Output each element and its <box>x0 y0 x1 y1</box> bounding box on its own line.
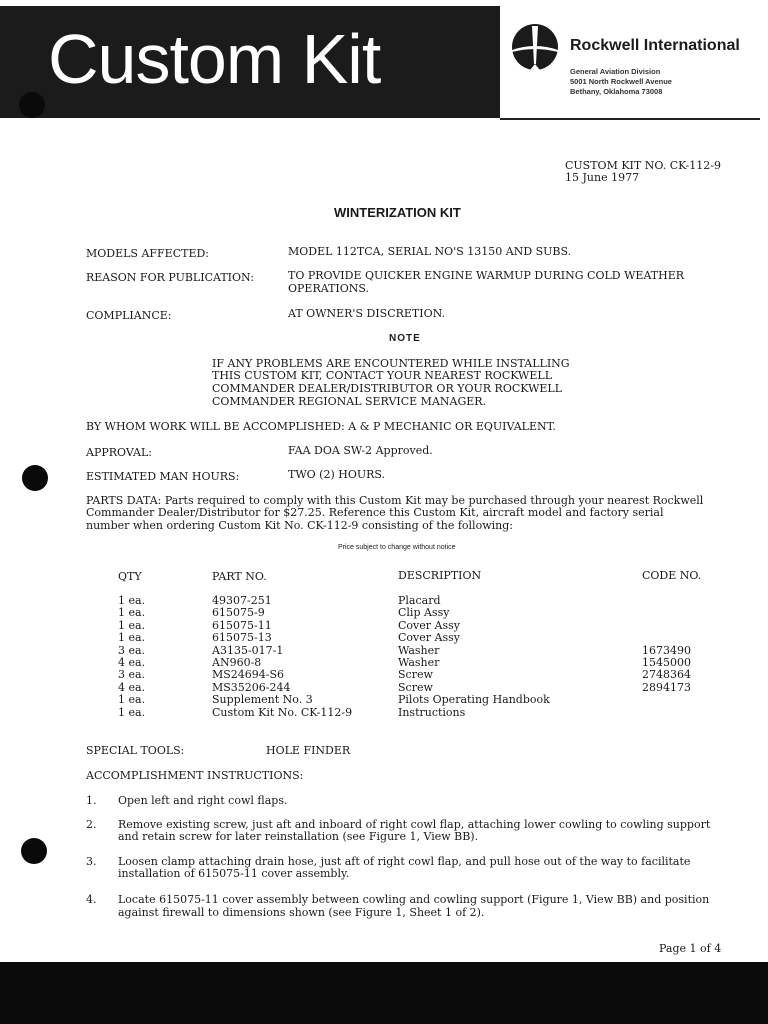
parts-cell-part: MS24694-S6 <box>212 668 285 682</box>
parts-cell-code: 2894173 <box>642 680 691 694</box>
step-text: against firewall to dimensions shown (see Figure 1, Sheet 1 of 2). <box>118 906 485 919</box>
whom-line: BY WHOM WORK WILL BE ACCOMPLISHED: A & P MECHANIC OR EQUIVALENT. <box>86 420 556 433</box>
step-number: 3. <box>86 855 97 868</box>
step-text: Open left and right cowl flaps. <box>118 794 288 807</box>
step-text: Remove existing screw, just aft and inboard of right cowl flap, attaching lower cowling to cowling support <box>118 818 711 831</box>
parts-cell-part: 615075-11 <box>212 618 272 632</box>
accomplishment-heading: ACCOMPLISHMENT INSTRUCTIONS: <box>86 769 304 782</box>
parts-cell-part: 49307-251 <box>212 594 272 607</box>
approval-label: APPROVAL: <box>86 446 153 459</box>
address-line: 5001 North Rockwell Avenue <box>570 77 672 86</box>
step-text: Loosen clamp attaching drain hose, just aft of right cowl flap, and pull hose out of the way to facilitate <box>118 855 691 868</box>
models-value: MODEL 112TCA, SERIAL NO'S 13150 AND SUBS. <box>288 245 572 258</box>
parts-cell-desc: Pilots Operating Handbook <box>398 693 550 707</box>
parts-cell-part: MS35206-244 <box>212 680 291 694</box>
parts-cell-part: Custom Kit No. CK-112-9 <box>212 705 353 719</box>
parts-cell-qty: 3 ea. <box>118 668 146 682</box>
special-tools-value: HOLE FINDER <box>266 744 351 757</box>
parts-cell-desc: Cover Assy <box>398 618 460 632</box>
parts-data-line: PARTS DATA: Parts required to comply with this Custom Kit may be purchased through your nearest Rockwell <box>86 494 704 507</box>
col-header-qty: QTY <box>118 570 142 583</box>
compliance-label: COMPLIANCE: <box>86 309 172 322</box>
parts-cell-part: AN960-8 <box>212 656 262 669</box>
note-line: IF ANY PROBLEMS ARE ENCOUNTERED WHILE INSTALLING <box>212 357 570 370</box>
parts-cell-qty: 1 ea. <box>118 631 146 645</box>
parts-cell-code: 2748364 <box>642 668 691 682</box>
parts-cell-desc: Placard <box>398 594 441 607</box>
parts-cell-code: 1673490 <box>642 643 691 657</box>
company-name: Rockwell International <box>570 37 740 54</box>
parts-cell-qty: 1 ea. <box>118 693 146 707</box>
parts-cell-desc: Cover Assy <box>398 631 460 645</box>
step-number: 4. <box>86 893 97 906</box>
parts-cell-qty: 3 ea. <box>118 643 146 657</box>
parts-cell-qty: 4 ea. <box>118 656 146 669</box>
document-brand-title: Custom Kit <box>48 20 381 98</box>
address-line: General Aviation Division <box>570 67 661 76</box>
rockwell-logo-icon <box>510 24 560 70</box>
reason-value: TO PROVIDE QUICKER ENGINE WARMUP DURING COLD WEATHER <box>288 269 685 282</box>
step-text: installation of 615075-11 cover assembly. <box>118 867 350 880</box>
punch-hole <box>22 465 48 491</box>
parts-cell-qty: 1 ea. <box>118 606 146 620</box>
parts-cell-qty: 1 ea. <box>118 594 146 607</box>
header-rule <box>500 118 760 120</box>
parts-cell-desc: Instructions <box>398 705 466 719</box>
parts-cell-desc: Washer <box>398 656 440 669</box>
parts-cell-part: Supplement No. 3 <box>212 693 313 707</box>
parts-data-line: number when ordering Custom Kit No. CK-112-9 consisting of the following: <box>86 519 513 532</box>
step-number: 2. <box>86 818 97 831</box>
document-title: WINTERIZATION KIT <box>334 205 461 220</box>
parts-cell-desc: Screw <box>398 680 433 694</box>
footer-band <box>0 962 768 1024</box>
parts-cell-qty: 1 ea. <box>118 705 146 719</box>
parts-cell-qty: 4 ea. <box>118 680 146 694</box>
note-line: THIS CUSTOM KIT, CONTACT YOUR NEAREST ROCKWELL <box>212 369 553 382</box>
note-heading: NOTE <box>389 333 421 344</box>
col-header-part: PART NO. <box>212 570 267 583</box>
punch-hole <box>21 838 47 864</box>
reason-value: OPERATIONS. <box>288 282 370 295</box>
hours-value: TWO (2) HOURS. <box>288 468 386 481</box>
step-text: Locate 615075-11 cover assembly between cowling and cowling support (Figure 1, View BB) and position <box>118 893 710 906</box>
step-number: 1. <box>86 794 97 807</box>
parts-cell-desc: Screw <box>398 668 433 682</box>
approval-value: FAA DOA SW-2 Approved. <box>288 444 433 457</box>
compliance-value: AT OWNER'S DISCRETION. <box>288 307 446 320</box>
price-note: Price subject to change without notice <box>338 544 456 551</box>
parts-cell-part: 615075-13 <box>212 631 272 645</box>
note-line: COMMANDER REGIONAL SERVICE MANAGER. <box>212 395 487 408</box>
page-number: Page 1 of 4 <box>659 942 722 955</box>
kit-number: CUSTOM KIT NO. CK-112-9 <box>565 159 721 172</box>
punch-hole <box>19 92 45 118</box>
step-text: and retain screw for later reinstallation (see Figure 1, View BB). <box>118 830 479 843</box>
parts-cell-desc: Washer <box>398 643 440 657</box>
parts-data-line: Commander Dealer/Distributor for $27.25. Reference this Custom Kit, aircraft model and factory serial <box>86 506 664 519</box>
parts-cell-part: 615075-9 <box>212 606 265 620</box>
parts-cell-qty: 1 ea. <box>118 618 146 632</box>
col-header-code: CODE NO. <box>642 569 702 582</box>
parts-cell-desc: Clip Assy <box>398 606 450 620</box>
models-label: MODELS AFFECTED: <box>86 247 210 260</box>
parts-cell-part: A3135-017-1 <box>212 643 284 657</box>
col-header-desc: DESCRIPTION <box>398 569 482 582</box>
parts-cell-code: 1545000 <box>642 656 691 669</box>
reason-label: REASON FOR PUBLICATION: <box>86 271 254 284</box>
address-line: Bethany, Oklahoma 73008 <box>570 87 663 96</box>
company-address <box>570 67 672 97</box>
special-tools-label: SPECIAL TOOLS: <box>86 744 185 757</box>
kit-date: 15 June 1977 <box>565 171 640 184</box>
hours-label: ESTIMATED MAN HOURS: <box>86 470 240 483</box>
note-line: COMMANDER DEALER/DISTRIBUTOR OR YOUR ROCKWELL <box>212 382 563 395</box>
